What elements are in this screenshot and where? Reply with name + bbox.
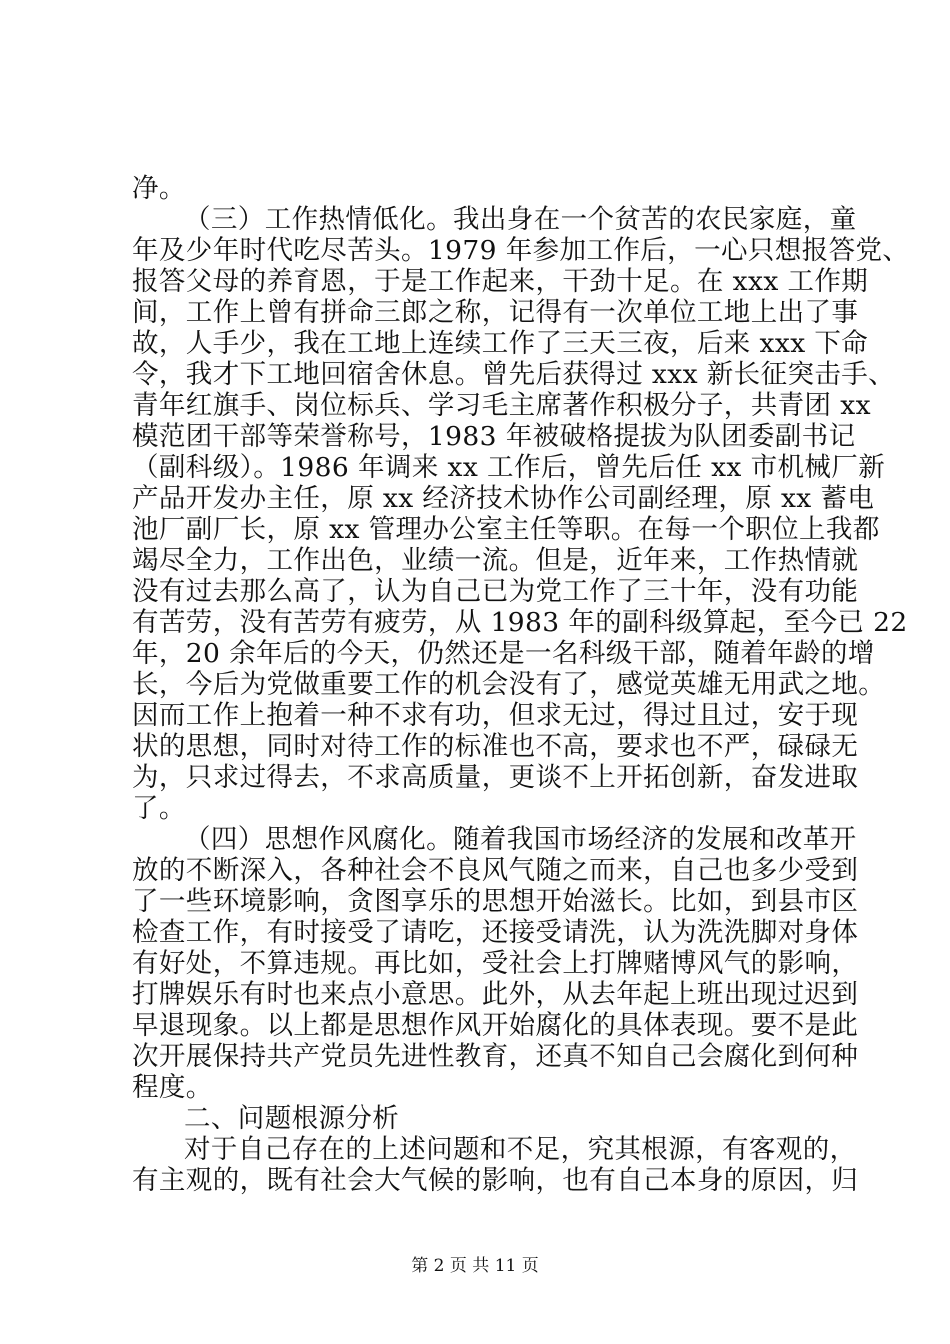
paragraph-line: 有好处，不算违规。再比如，受社会上打牌赌博风气的影响， (132, 948, 859, 979)
paragraph-line: 长，今后为党做重要工作的机会没有了，感觉英雄无用武之地。 (132, 669, 886, 700)
paragraph-line: 检查工作，有时接受了请吃，还接受请洗，认为洗洗脚对身体 (132, 917, 859, 948)
paragraph-line: 产品开发办主任，原 xx 经济技术协作公司副经理，原 xx 蓄电 (132, 483, 875, 514)
paragraph-line: 二、问题根源分析 (184, 1103, 400, 1134)
paragraph-line: 因而工作上抱着一种不求有功，但求无过，得过且过，安于现 (132, 700, 859, 731)
paragraph-line: 对于自己存在的上述问题和不足，究其根源，有客观的， (184, 1134, 857, 1165)
paragraph-line: 有主观的，既有社会大气候的影响，也有自己本身的原因，归 (132, 1165, 859, 1196)
paragraph-line: 程度。 (132, 1072, 213, 1103)
paragraph-line: 间，工作上曾有拼命三郎之称，记得有一次单位工地上出了事 (132, 297, 859, 328)
paragraph-line: 状的思想，同时对待工作的标准也不高，要求也不严，碌碌无 (132, 731, 859, 762)
paragraph-line: 令，我才下工地回宿舍休息。曾先后获得过 xxx 新长征突击手、 (132, 359, 896, 390)
paragraph-line: 次开展保持共产党员先进性教育，还真不知自己会腐化到何种 (132, 1041, 859, 1072)
paragraph-line: （三）工作热情低化。我出身在一个贫苦的农民家庭，童 (184, 204, 857, 235)
paragraph-line: 早退现象。以上都是思想作风开始腐化的具体表现。要不是此 (132, 1010, 859, 1041)
paragraph-line: 没有过去那么高了，认为自己已为党工作了三十年，没有功能 (132, 576, 859, 607)
paragraph-line: 有苦劳，没有苦劳有疲劳，从 1983 年的副科级算起，至今已 22 (132, 607, 908, 638)
paragraph-line: 放的不断深入，各种社会不良风气随之而来，自己也多少受到 (132, 855, 859, 886)
paragraph-line: 竭尽全力，工作出色，业绩一流。但是，近年来，工作热情就 (132, 545, 859, 576)
paragraph-line: 年，20 余年后的今天，仍然还是一名科级干部，随着年龄的增 (132, 638, 875, 669)
paragraph-line: 净。 (132, 173, 186, 204)
paragraph-line: 打牌娱乐有时也来点小意思。此外，从去年起上班出现过迟到 (132, 979, 859, 1010)
paragraph-line: （副科级）。1986 年调来 xx 工作后，曾先后任 xx 市机械厂新 (132, 452, 886, 483)
paragraph-line: （四）思想作风腐化。随着我国市场经济的发展和改革开 (184, 824, 857, 855)
page-footer: 第 2 页 共 11 页 (411, 1256, 539, 1276)
paragraph-line: 故，人手少，我在工地上连续工作了三天三夜，后来 xxx 下命 (132, 328, 869, 359)
paragraph-line: 模范团干部等荣誉称号，1983 年被破格提拔为队团委副书记 (132, 421, 856, 452)
paragraph-line: 了。 (132, 793, 186, 824)
paragraph-line: 报答父母的养育恩，于是工作起来，干劲十足。在 xxx 工作期 (132, 266, 869, 297)
paragraph-line: 为，只求过得去，不求高质量，更谈不上开拓创新，奋发进取 (132, 762, 859, 793)
paragraph-line: 年及少年时代吃尽苦头。1979 年参加工作后，一心只想报答党、 (132, 235, 910, 266)
paragraph-line: 了一些环境影响，贪图享乐的思想开始滋长。比如，到县市区 (132, 886, 859, 917)
paragraph-line: 青年红旗手、岗位标兵、学习毛主席著作积极分子，共青团 xx (132, 390, 871, 421)
paragraph-line: 池厂副厂长，原 xx 管理办公室主任等职。在每一个职位上我都 (132, 514, 880, 545)
